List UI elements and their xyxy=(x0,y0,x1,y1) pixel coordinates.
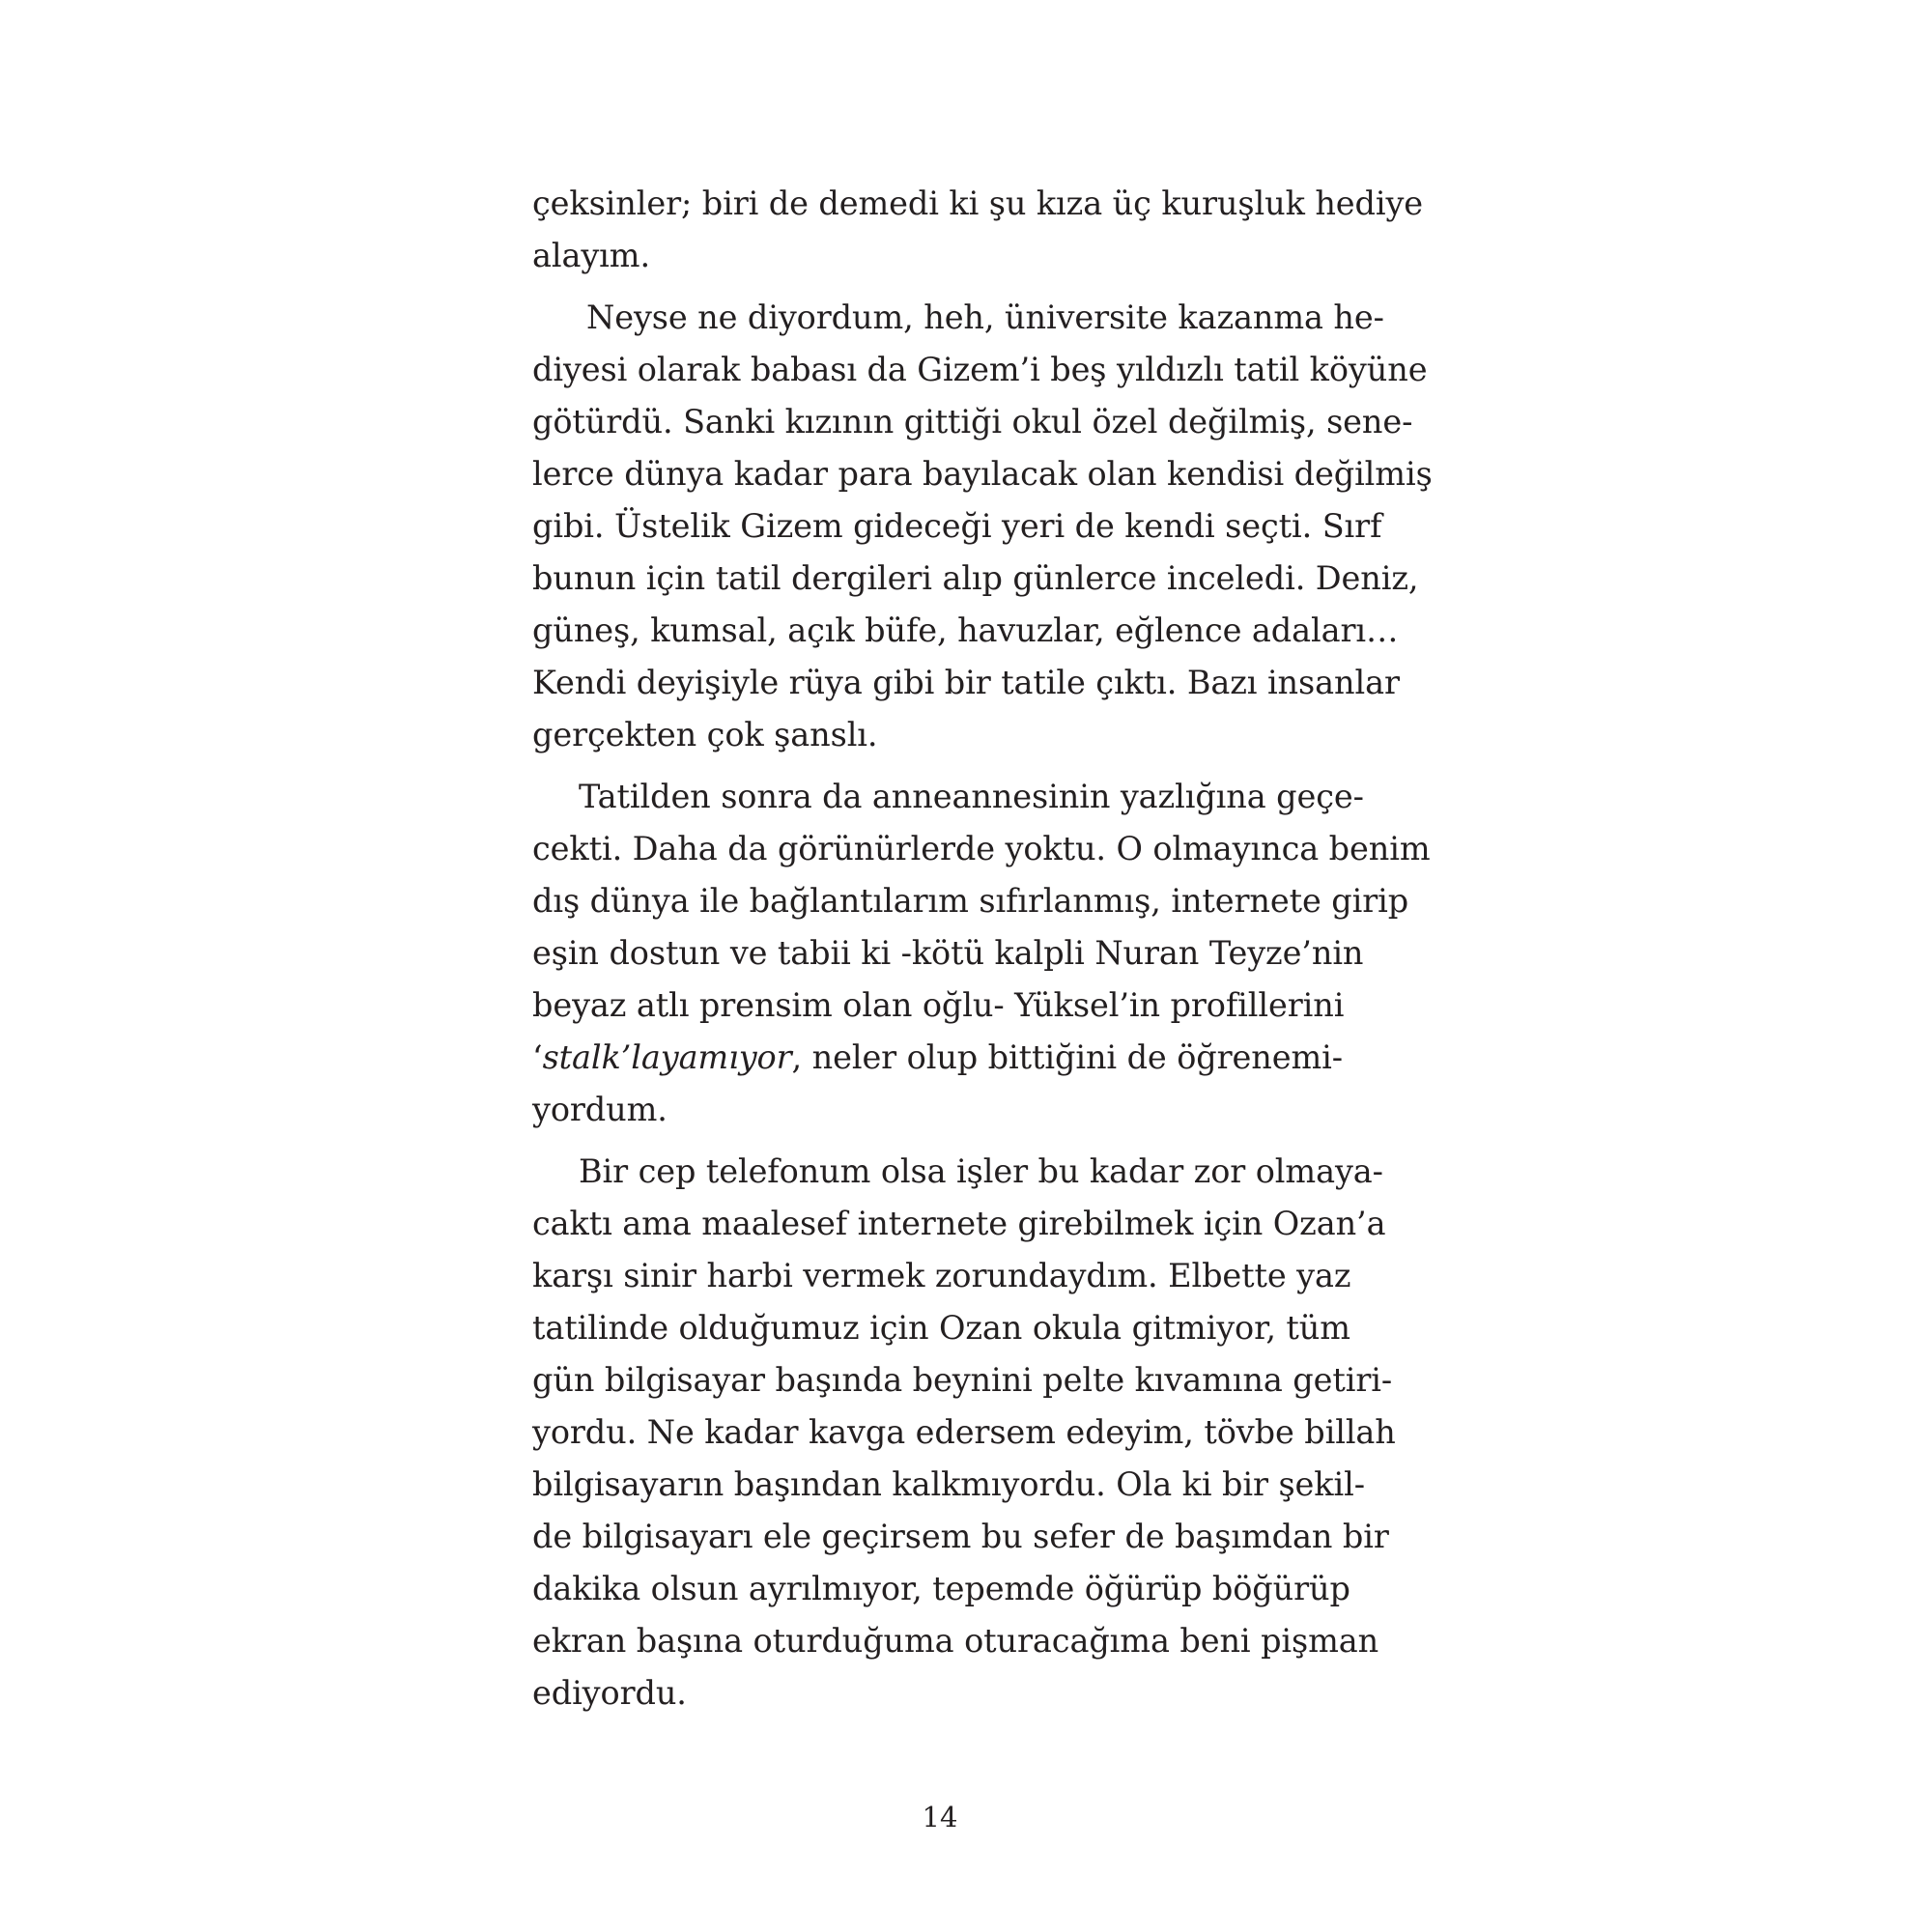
text-line: yordu. Ne kadar kavga edersem edeyim, tövbe billah xyxy=(532,1413,1396,1451)
text-line: tatilinde olduğumuz için Ozan okula gitmiyor, tüm xyxy=(532,1309,1350,1347)
open-quote: ‘ xyxy=(532,1038,543,1076)
text-line: de bilgisayarı ele geçirsem bu sefer de başımdan bir xyxy=(532,1518,1389,1555)
text-line: bunun için tatil dergileri alıp günlerce inceledi. Deniz, xyxy=(532,559,1419,597)
text-line: lerce dünya kadar para bayılacak olan kendisi değilmiş xyxy=(532,455,1433,493)
text-line: götürdü. Sanki kızının gittiği okul özel değilmiş, sene- xyxy=(532,403,1413,440)
paragraph-4 xyxy=(532,1146,1396,1719)
paragraph-1 xyxy=(532,178,1424,282)
text-line: dış dünya ile bağlantılarım sıfırlanmış, internete girip xyxy=(532,882,1409,920)
italic-word: stalk’layamıyor xyxy=(542,1038,792,1076)
text-line: diyesi olarak babası da Gizem’i beş yıldızlı tatil köyüne xyxy=(532,351,1428,388)
text-line: Bir cep telefonum olsa işler bu kadar zor olmaya- xyxy=(579,1152,1383,1190)
line-rest: , neler olup bittiğini de öğrenemi- xyxy=(791,1038,1343,1076)
text-line: gün bilgisayar başında beynini pelte kıvamına getiri- xyxy=(532,1361,1393,1399)
text-line: yordum. xyxy=(532,1091,668,1128)
text-line: Tatilden sonra da anneannesinin yazlığına geçe- xyxy=(579,778,1364,815)
text-line: Neyse ne diyordum, heh, üniversite kazanma he- xyxy=(586,298,1384,336)
text-line: eşin dostun ve tabii ki -kötü kalpli Nuran Teyze’nin xyxy=(532,934,1364,972)
text-line: çeksinler; biri de demedi ki şu kıza üç kuruşluk hediye xyxy=(532,185,1424,222)
text-line: gerçekten çok şanslı. xyxy=(532,716,878,753)
text-line: Kendi deyişiyle rüya gibi bir tatile çıktı. Bazı insanlar xyxy=(532,664,1400,701)
paragraph-2 xyxy=(532,292,1433,761)
paragraph-3 xyxy=(532,771,1431,1136)
text-line-with-italic xyxy=(532,1032,1343,1084)
text-line: güneş, kumsal, açık büfe, havuzlar, eğlence adaları… xyxy=(532,611,1399,649)
text-line: dakika olsun ayrılmıyor, tepemde öğürüp böğürüp xyxy=(532,1570,1350,1607)
body-text xyxy=(532,178,1433,1719)
text-line: ediyordu. xyxy=(532,1674,687,1712)
text-line: caktı ama maalesef internete girebilmek için Ozan’a xyxy=(532,1205,1386,1242)
text-line: gibi. Üstelik Gizem gideceği yeri de kendi seçti. Sırf xyxy=(532,507,1382,545)
text-line: ekran başına oturduğuma oturacağıma beni pişman xyxy=(532,1622,1379,1660)
text-line: karşı sinir harbi vermek zorundaydım. Elbette yaz xyxy=(532,1257,1351,1294)
text-line: cekti. Daha da görünürlerde yoktu. O olmayınca benim xyxy=(532,830,1431,867)
text-line: bilgisayarın başından kalkmıyordu. Ola ki bir şekil- xyxy=(532,1465,1365,1503)
text-line: beyaz atlı prensim olan oğlu- Yüksel’in profillerini xyxy=(532,986,1345,1024)
page-number: 14 xyxy=(922,1801,958,1833)
text-line: alayım. xyxy=(532,237,651,274)
